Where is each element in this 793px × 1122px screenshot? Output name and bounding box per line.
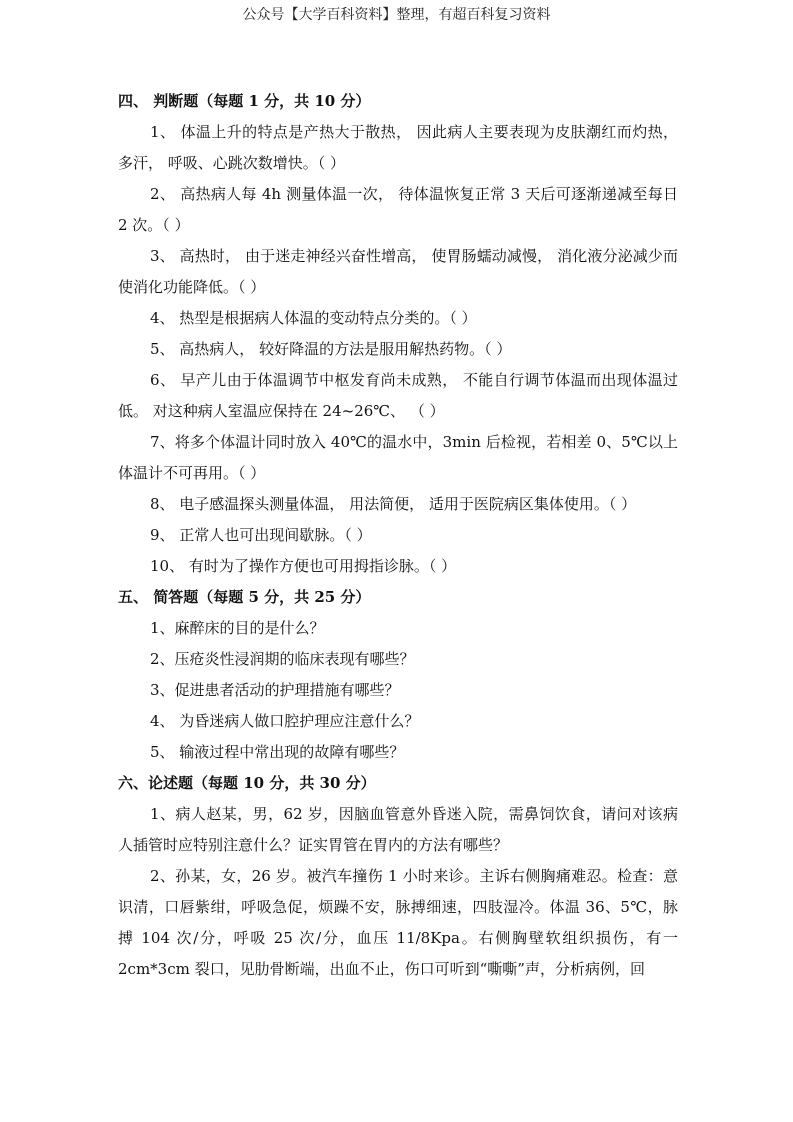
document-body xyxy=(118,86,678,985)
short-answer-item-1: 1、麻醉床的目的是什么？ xyxy=(150,619,325,637)
judgment-item-5: 5、 高热病人， 较好降温的方法是服用解热药物。（ ） xyxy=(150,340,512,358)
judgment-item-6: 6、 早产儿由于体温调节中枢发育尚未成熟， 不能自行调节体温而出现体温过低。 对这种病人室温应保持在 24~26℃、 （ ） xyxy=(118,371,678,420)
judgment-item-7: 7、将多个体温计同时放入 40℃的温水中，3min 后检视，若相差 0、5℃以上体温计不可再用。（ ） xyxy=(118,433,678,482)
short-answer-item-2: 2、压疮炎性浸润期的临床表现有哪些？ xyxy=(150,650,415,668)
judgment-item-10: 10、 有时为了操作方便也可用拇指诊脉。（ ） xyxy=(150,557,457,575)
section-title-short-answer: 五、 简答题（每题 5 分，共 25 分） xyxy=(118,588,371,606)
judgment-item-2: 2、 高热病人每 4h 测量体温一次， 待体温恢复正常 3 天后可逐渐递减至每日 2 次。（ ） xyxy=(118,185,678,234)
judgment-item-1: 1、 体温上升的特点是产热大于散热， 因此病人主要表现为皮肤潮红而灼热， 多汗， 呼吸、心跳次数增快。（ ） xyxy=(118,123,678,172)
short-answer-item-5: 5、 输液过程中常出现的故障有哪些？ xyxy=(150,743,405,761)
section-title-essay: 六、论述题（每题 10 分，共 30 分） xyxy=(118,774,376,792)
page-header: 公众号【大学百科资料】整理，有超百科复习资料 xyxy=(242,7,551,23)
judgment-item-9: 9、 正常人也可出现间歇脉。（ ） xyxy=(150,526,372,544)
essay-item-2: 2、孙某，女，26 岁。被汽车撞伤 1 小时来诊。主诉右侧胸痛难忍。检查：意识清，口唇紫绀，呼吸急促，烦躁不安，脉搏细速，四肢湿冷。体温 36、5℃，脉搏 104 次/分，呼吸 25 次/分，血压 11/8Kpa。右侧胸壁软组织损伤，有一2cm*3cm 裂口，见肋骨断端，出血不止，伤口可听到“嘶嘶”声，分析病例，回 xyxy=(118,867,678,978)
judgment-item-3: 3、 高热时， 由于迷走神经兴奋性增高， 使胃肠蠕动减慢， 消化液分泌减少而使消化功能降低。（ ） xyxy=(118,247,678,296)
essay-item-1: 1、病人赵某，男，62 岁，因脑血管意外昏迷入院，需鼻饲饮食，请问对该病人插管时应特别注意什么？证实胃管在胃内的方法有哪些？ xyxy=(118,805,678,854)
section-title-judgment: 四、 判断题（每题 1 分，共 10 分） xyxy=(118,92,371,110)
judgment-item-8: 8、 电子感温探头测量体温， 用法简便， 适用于医院病区集体使用。（ ） xyxy=(150,495,637,513)
judgment-item-4: 4、 热型是根据病人体温的变动特点分类的。（ ） xyxy=(150,309,477,327)
short-answer-item-3: 3、促进患者活动的护理措施有哪些？ xyxy=(150,681,400,699)
short-answer-item-4: 4、 为昏迷病人做口腔护理应注意什么？ xyxy=(150,712,420,730)
